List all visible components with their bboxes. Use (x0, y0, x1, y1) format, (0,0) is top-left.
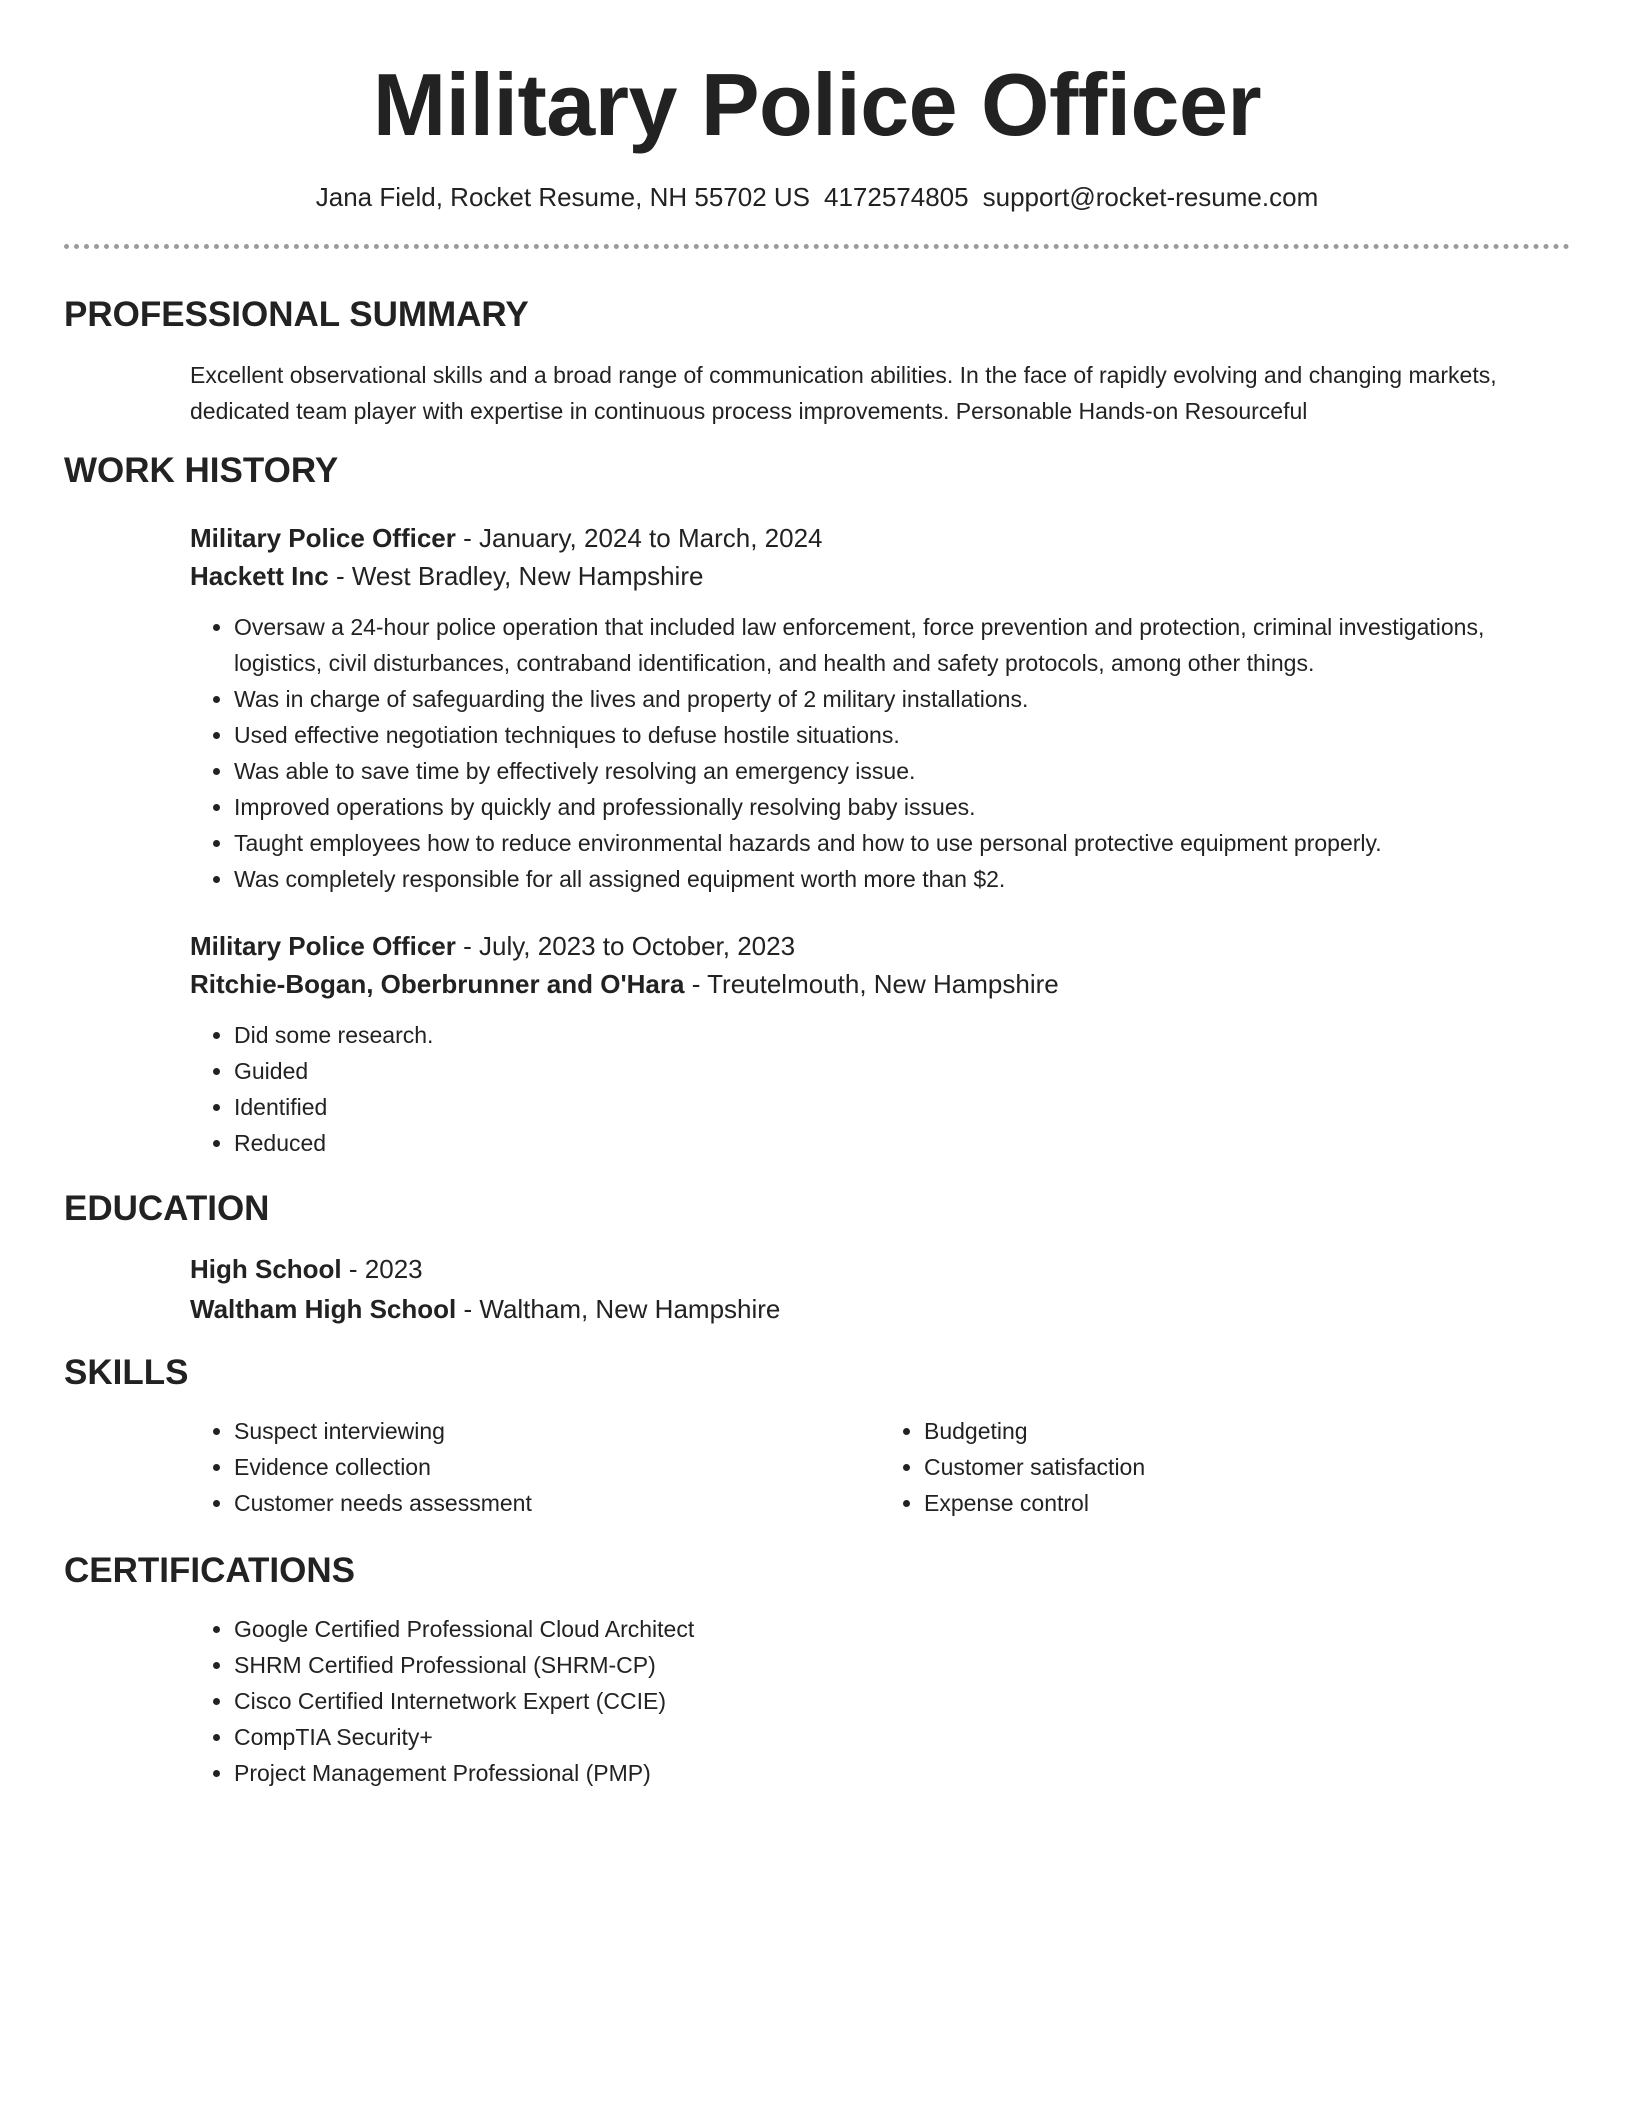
list-item: • Google Certified Professional Cloud Architect (234, 1611, 1570, 1647)
job-title: Military Police Officer (190, 931, 456, 961)
summary-text: Excellent observational skills and a broad range of communication abilities. In the face of rapidly evolving and changing markets, dedicated team player with expertise in continuous process improvements. Personable Hands-on Resourceful (190, 362, 1497, 424)
skills-list-left (190, 1413, 880, 1521)
list-item: • Customer needs assessment (234, 1485, 880, 1521)
job-entry-1 (190, 519, 1570, 897)
resume-page (64, 0, 1570, 1791)
list-item: • Budgeting (924, 1413, 1570, 1449)
list-item: • Was in charge of safeguarding the lives and property of 2 military installations. (234, 681, 1570, 717)
degree-line (190, 1249, 1570, 1289)
list-item: • Oversaw a 24-hour police operation that included law enforcement, force prevention and protection, criminal investigations, logistics, civil disturbances, contraband identification, and health and safety protocols, among other things. (234, 609, 1570, 681)
job-dates: - July, 2023 to October, 2023 (455, 931, 796, 961)
contact-phone: 4172574805 (824, 182, 969, 212)
job-title-line (190, 519, 1570, 557)
job-title: Military Police Officer (190, 523, 456, 553)
job-location: - Treutelmouth, New Hampshire (684, 969, 1059, 999)
list-item: • CompTIA Security+ (234, 1719, 1570, 1755)
degree: High School (190, 1254, 342, 1284)
job-location: - West Bradley, New Hampshire (328, 561, 704, 591)
job-title-line (190, 927, 1570, 965)
job-company-line (190, 965, 1570, 1003)
list-item: • Was able to save time by effectively resolving an emergency issue. (234, 753, 1570, 789)
list-item: • Customer satisfaction (924, 1449, 1570, 1485)
contact-address: Jana Field, Rocket Resume, NH 55702 US (315, 182, 810, 212)
contact-line (64, 180, 1570, 214)
job-entry-2 (190, 927, 1570, 1161)
list-item: • Project Management Professional (PMP) (234, 1755, 1570, 1791)
list-item: • Suspect interviewing (234, 1413, 880, 1449)
header-divider (64, 244, 1570, 249)
skills-list-right (880, 1413, 1570, 1521)
list-item: • Used effective negotiation techniques to defuse hostile situations. (234, 717, 1570, 753)
list-item: • Did some research. (234, 1017, 1570, 1053)
list-item: • Cisco Certified Internetwork Expert (CCIE) (234, 1683, 1570, 1719)
school-location: - Waltham, New Hampshire (456, 1294, 781, 1324)
work-history-heading: WORK HISTORY (64, 451, 339, 490)
job-duties-list (190, 609, 1570, 897)
list-item: • Reduced (234, 1125, 1570, 1161)
education-entry (190, 1249, 1570, 1329)
skills-grid (190, 1413, 1570, 1521)
list-item: • Guided (234, 1053, 1570, 1089)
certifications-heading: CERTIFICATIONS (64, 1551, 356, 1590)
list-item: • Improved operations by quickly and professionally resolving baby issues. (234, 789, 1570, 825)
certifications-entry (190, 1611, 1570, 1791)
list-item: • Was completely responsible for all assigned equipment worth more than $2. (234, 861, 1570, 897)
list-item: • Taught employees how to reduce environmental hazards and how to use personal protective equipment properly. (234, 825, 1570, 861)
job-company: Ritchie-Bogan, Oberbrunner and O'Hara (190, 969, 685, 999)
list-item: • Evidence collection (234, 1449, 880, 1485)
skills-heading: SKILLS (64, 1353, 189, 1392)
job-duties-list (190, 1017, 1570, 1161)
job-dates: - January, 2024 to March, 2024 (455, 523, 823, 553)
job-company: Hackett Inc (190, 561, 329, 591)
contact-email: support@rocket-resume.com (982, 182, 1319, 212)
school-line (190, 1289, 1570, 1329)
list-item: • Expense control (924, 1485, 1570, 1521)
education-heading: EDUCATION (64, 1189, 270, 1228)
school-name: Waltham High School (190, 1294, 457, 1324)
summary-heading: PROFESSIONAL SUMMARY (64, 295, 529, 334)
resume-title: Military Police Officer (372, 55, 1262, 154)
list-item: • Identified (234, 1089, 1570, 1125)
job-company-line (190, 557, 1570, 595)
certifications-list (190, 1611, 1570, 1791)
list-item: • SHRM Certified Professional (SHRM-CP) (234, 1647, 1570, 1683)
degree-year: - 2023 (341, 1254, 423, 1284)
